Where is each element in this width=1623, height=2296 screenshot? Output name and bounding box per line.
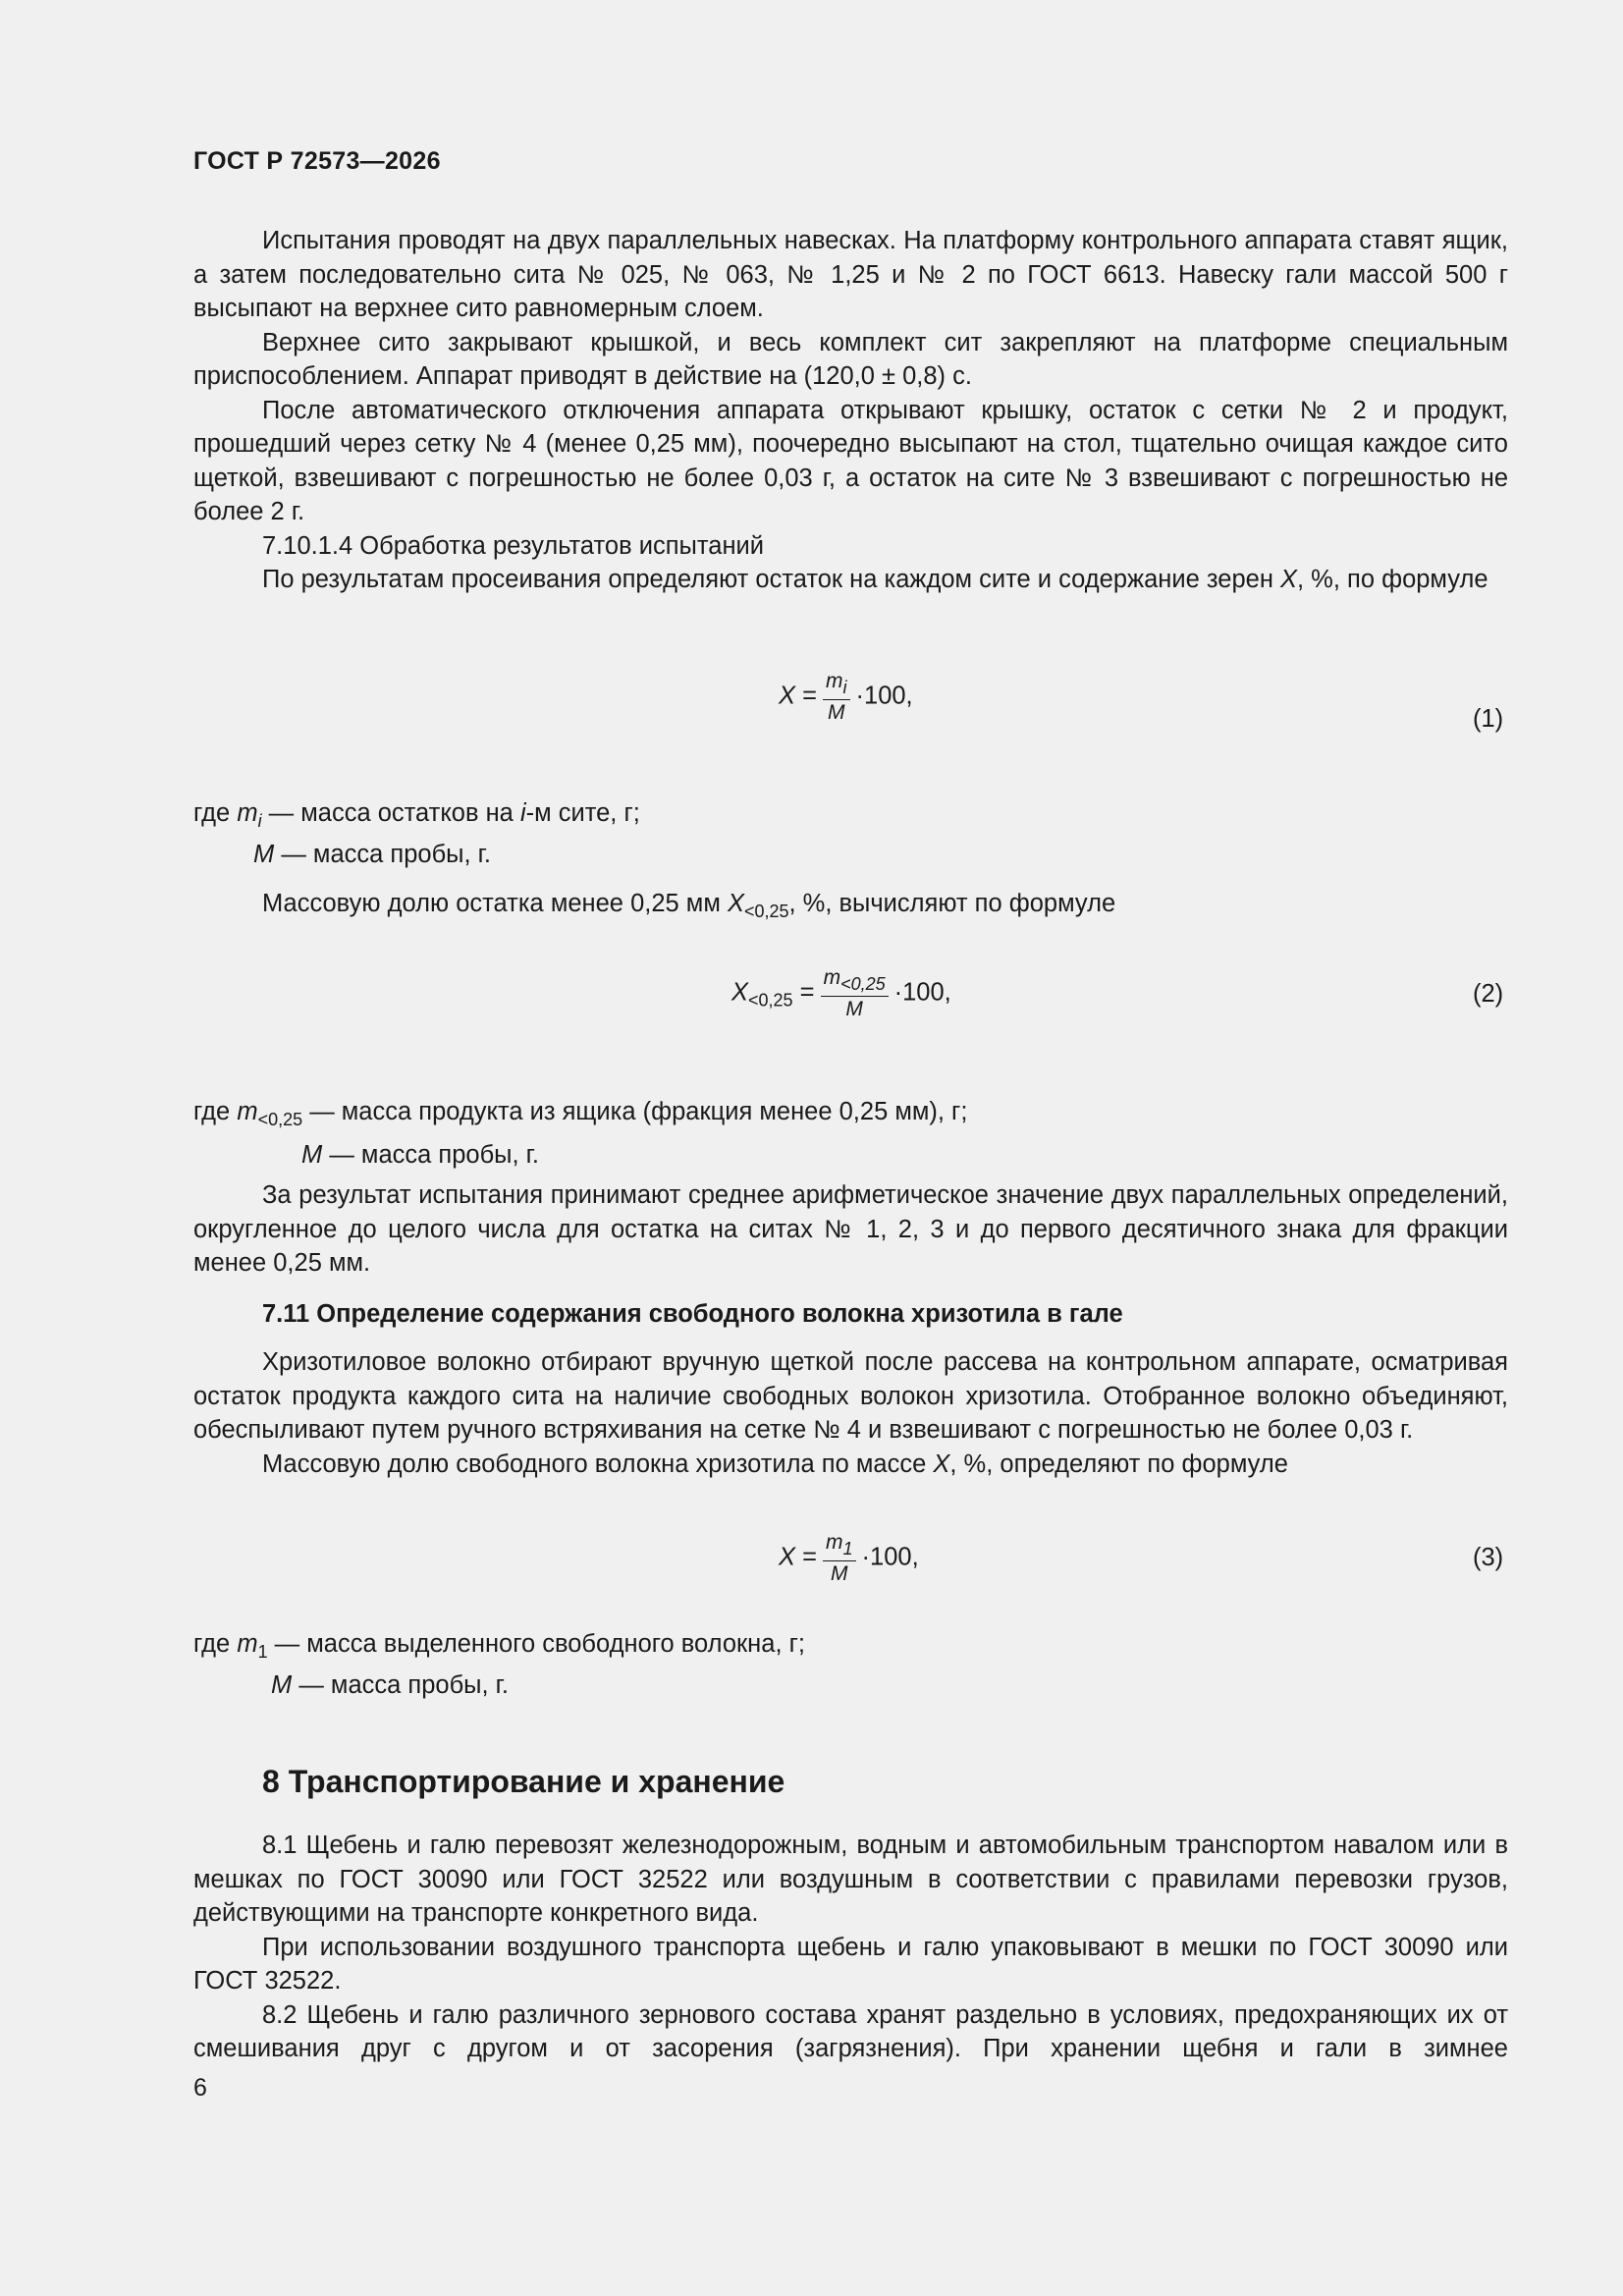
formula-3 (779, 1531, 919, 1586)
text-run: -м сите, г; (525, 799, 640, 827)
symbol: m (237, 1098, 258, 1125)
fraction-denominator: M (831, 1562, 848, 1585)
paragraph (262, 890, 1115, 922)
equation-number: (3) (1473, 1544, 1504, 1571)
text-run: , %, вычисляют по формуле (788, 890, 1116, 917)
document-header: ГОСТ Р 72573—2026 (193, 147, 441, 175)
subscript: i (257, 811, 262, 831)
formula-operator: = (802, 682, 818, 710)
text-run: По результатам просеивания определяют остаток на каждом сите и содержание зерен (262, 566, 1280, 593)
legend-line (271, 1671, 509, 1700)
formula-text: ·100, (893, 978, 951, 1007)
section-heading: 8 Транспортирование и хранение (262, 1764, 785, 1799)
paragraph: 8.2 Щебень и галю различного зернового состава хранят раздельно в условиях, предохраняющих их от смешивания друг с другом и от засорения (загрязнения). При хранении щебня и гали в зимнее (193, 2000, 1508, 2062)
text-run: — масса выделенного свободного волокна, г; (267, 1630, 806, 1658)
fraction (823, 1531, 856, 1586)
paragraph: При использовании воздушного транспорта щебень и галю упаковывают в мешки по ГОСТ 30090 или ГОСТ 32522. (193, 1933, 1508, 1995)
paragraph: После автоматического отключения аппарата открывают крышку, остаток с сетки № 2 и продукт, прошедший через сетку № 4 (менее 0,25 мм), поочередно высыпают на стол, тщательно очищая каждое сито щеткой, взвешивают с погрешностью не более 0,03 г, а остаток на сите № 3 взвешивают с погрешностью не более 2 г. (193, 396, 1508, 525)
subsection-heading: 7.10.1.4 Обработка результатов испытаний (262, 531, 765, 560)
formula-text: ·100, (861, 1543, 919, 1571)
legend-line (253, 841, 491, 869)
paragraph: Хризотиловое волокно отбирают вручную щеткой после рассева на контрольном аппарате, осматривая остаток продукта каждого сита на наличие свободных волокон хризотила. Отобранное волокно объединяют, обеспыливают путем ручного встряхивания на сетке № 4 и взвешивают с погрешностью не более 0,03 г. (193, 1348, 1508, 1444)
text-run: — масса остатков на (261, 799, 520, 827)
subscript: 1 (842, 1539, 853, 1558)
text-run: , %, по формуле (1297, 566, 1488, 593)
paragraph: 8.1 Щебень и галю перевозят железнодорожным, водным и автомобильным транспортом навалом или в мешках по ГОСТ 30090 или ГОСТ 32522 или воздушным в соответствии с правилами перевозки грузов, действующими на транспорте конкретного вида. (193, 1831, 1508, 1927)
text-run: — масса пробы, г. (322, 1141, 539, 1169)
legend-line (193, 1098, 967, 1130)
fraction-denominator: M (845, 998, 863, 1020)
formula-1 (779, 670, 913, 725)
equation-number: (1) (1473, 705, 1504, 733)
fraction (821, 966, 889, 1021)
symbol: m (237, 799, 258, 827)
paragraph (193, 1448, 1508, 1482)
symbol: m (237, 1630, 258, 1658)
formula-operator: = (802, 1543, 818, 1571)
legend-line (301, 1141, 539, 1170)
text-run: где (193, 1098, 238, 1125)
subscript: <0,25 (748, 990, 793, 1011)
text-run: Массовую долю остатка менее 0,25 мм (262, 890, 728, 917)
text-block-section-8 (193, 1829, 1508, 2066)
symbol: M (271, 1671, 293, 1699)
paragraph: Испытания проводят на двух параллельных навесках. На платформу контрольного аппарата ставят ящик, а затем последовательно сита № 025, № 063, № 1,25 и № 2 по ГОСТ 6613. Навеску гали массой 500 г высыпают на верхнее сито равномерным слоем. (193, 227, 1508, 322)
fraction-numerator (821, 966, 889, 997)
formula-operator: = (799, 978, 815, 1007)
text-run: — масса пробы, г. (292, 1671, 509, 1699)
legend-line (193, 1630, 805, 1663)
equation-number: (2) (1473, 980, 1504, 1008)
symbol: M (301, 1141, 323, 1169)
symbol: m (826, 1531, 843, 1554)
formula-symbol: X (779, 1543, 796, 1571)
fraction (823, 670, 850, 725)
formula-symbol: X (731, 978, 749, 1007)
text-run: — масса пробы, г. (274, 841, 491, 868)
subsection-heading: 7.11 Определение содержания свободного волокна хризотила в гале (262, 1299, 1123, 1328)
text-run: Массовую долю свободного волокна хризотила по массе (262, 1449, 934, 1478)
symbol: M (253, 841, 275, 868)
symbol: X (727, 890, 744, 917)
fraction-denominator: M (828, 701, 845, 724)
paragraph: За результат испытания принимают среднее арифметическое значение двух параллельных определений, округленное до целого числа для остатка на ситах № 1, 2, 3 и до первого десятичного знака для фракции менее 0,25 мм. (193, 1181, 1508, 1277)
subscript: 1 (257, 1642, 268, 1662)
subscript: <0,25 (840, 974, 886, 994)
fraction-numerator (823, 670, 850, 700)
text-block-7-10 (193, 224, 1508, 597)
fraction-numerator (823, 1531, 856, 1561)
text-run: где (193, 1630, 238, 1658)
symbol: X (933, 1449, 950, 1478)
text-run: — масса продукта из ящика (фракция менее 0,25 мм), г; (302, 1098, 968, 1125)
subscript: <0,25 (257, 1110, 303, 1129)
paragraph: Верхнее сито закрывают крышкой, и весь комплект сит закрепляют на платформе специальным приспособлением. Аппарат приводят в действие на (120,0 ± 0,8) с. (193, 328, 1508, 390)
page-number: 6 (193, 2074, 207, 2102)
subscript: i (842, 678, 847, 697)
formula-text: ·100, (855, 682, 913, 710)
symbol: m (823, 966, 841, 989)
formula-2 (731, 966, 951, 1021)
symbol: X (1279, 566, 1297, 593)
legend-line (193, 799, 640, 832)
symbol: m (826, 670, 843, 692)
symbol: i (519, 799, 526, 827)
text-run: , %, определяют по формуле (949, 1449, 1288, 1478)
text-block-7-11 (193, 1178, 1508, 1481)
text-run: где (193, 799, 238, 827)
subscript: <0,25 (743, 902, 789, 921)
paragraph (193, 563, 1508, 597)
formula-symbol: X (779, 682, 796, 710)
